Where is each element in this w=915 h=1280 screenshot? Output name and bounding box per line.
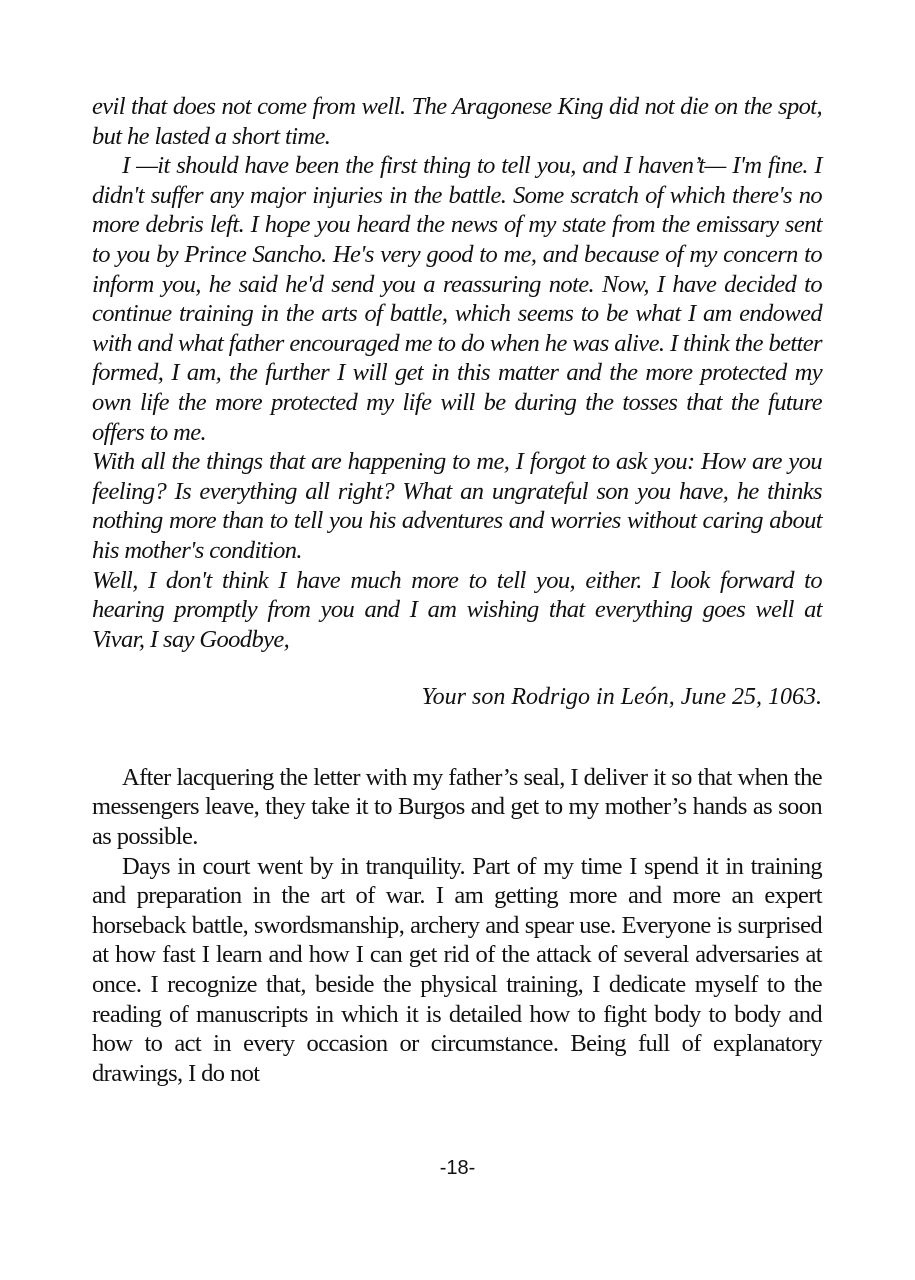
- letter-signature: Your son Rodrigo in León, June 25, 1063.: [421, 684, 822, 711]
- body-paragraph: Days in court went by in tranquility. Part of my time I spend it in training and preparation in the art of war. I am getting more and more an expert horseback battle, swordsmanship, archery and spear use. Everyone is surprised at how fast I learn and how I can get rid of the attack of several adversaries at once. I recognize that, beside the physical training, I dedicate myself to the reading of manuscripts in which it is detailed how to fight body to body and how to act in every occasion or circumstance. Being full of explanatory drawings, I do not: [92, 852, 822, 1087]
- page-number: -18-: [439, 1157, 476, 1179]
- body-paragraph: After lacquering the letter with my father’s seal, I deliver it so that when the messengers leave, they take it to Burgos and get to my mother’s hands as soon as possible.: [92, 763, 822, 851]
- section-spacer: [92, 713, 822, 763]
- page-content: [92, 92, 822, 1088]
- letter-paragraph: With all the things that are happening to me, I forgot to ask you: How are you feeling? Is everything all right? What an ungrateful son you have, he thinks nothing more than to tell you his adventures and worries without caring about his mother's condition.: [92, 448, 822, 564]
- letter-paragraph: evil that does not come from well. The Aragonese King did not die on the spot, but he lasted a short time.: [92, 93, 822, 150]
- letter-paragraph: Well, I don't think I have much more to tell you, either. I look forward to hearing promptly from you and I am wishing that everything goes well at Vivar, I say Goodbye,: [92, 566, 822, 653]
- letter-paragraph: I —it should have been the first thing to tell you, and I haven’t— I'm fine. I didn't suffer any major injuries in the battle. Some scratch of which there's no more debris left. I hope you heard the news of my state from the emissary sent to you by Prince Sancho. He's very good to me, and because of my concern to inform you, he said he'd send you a reassuring note. Now, I have decided to continue training in the arts of battle, which seems to be what I am endowed with and what father encouraged me to do when he was alive. I think the better formed, I am, the further I will get in this matter and the more protected my own life the more protected my life will be during the tosses that the future offers to me.: [92, 152, 822, 446]
